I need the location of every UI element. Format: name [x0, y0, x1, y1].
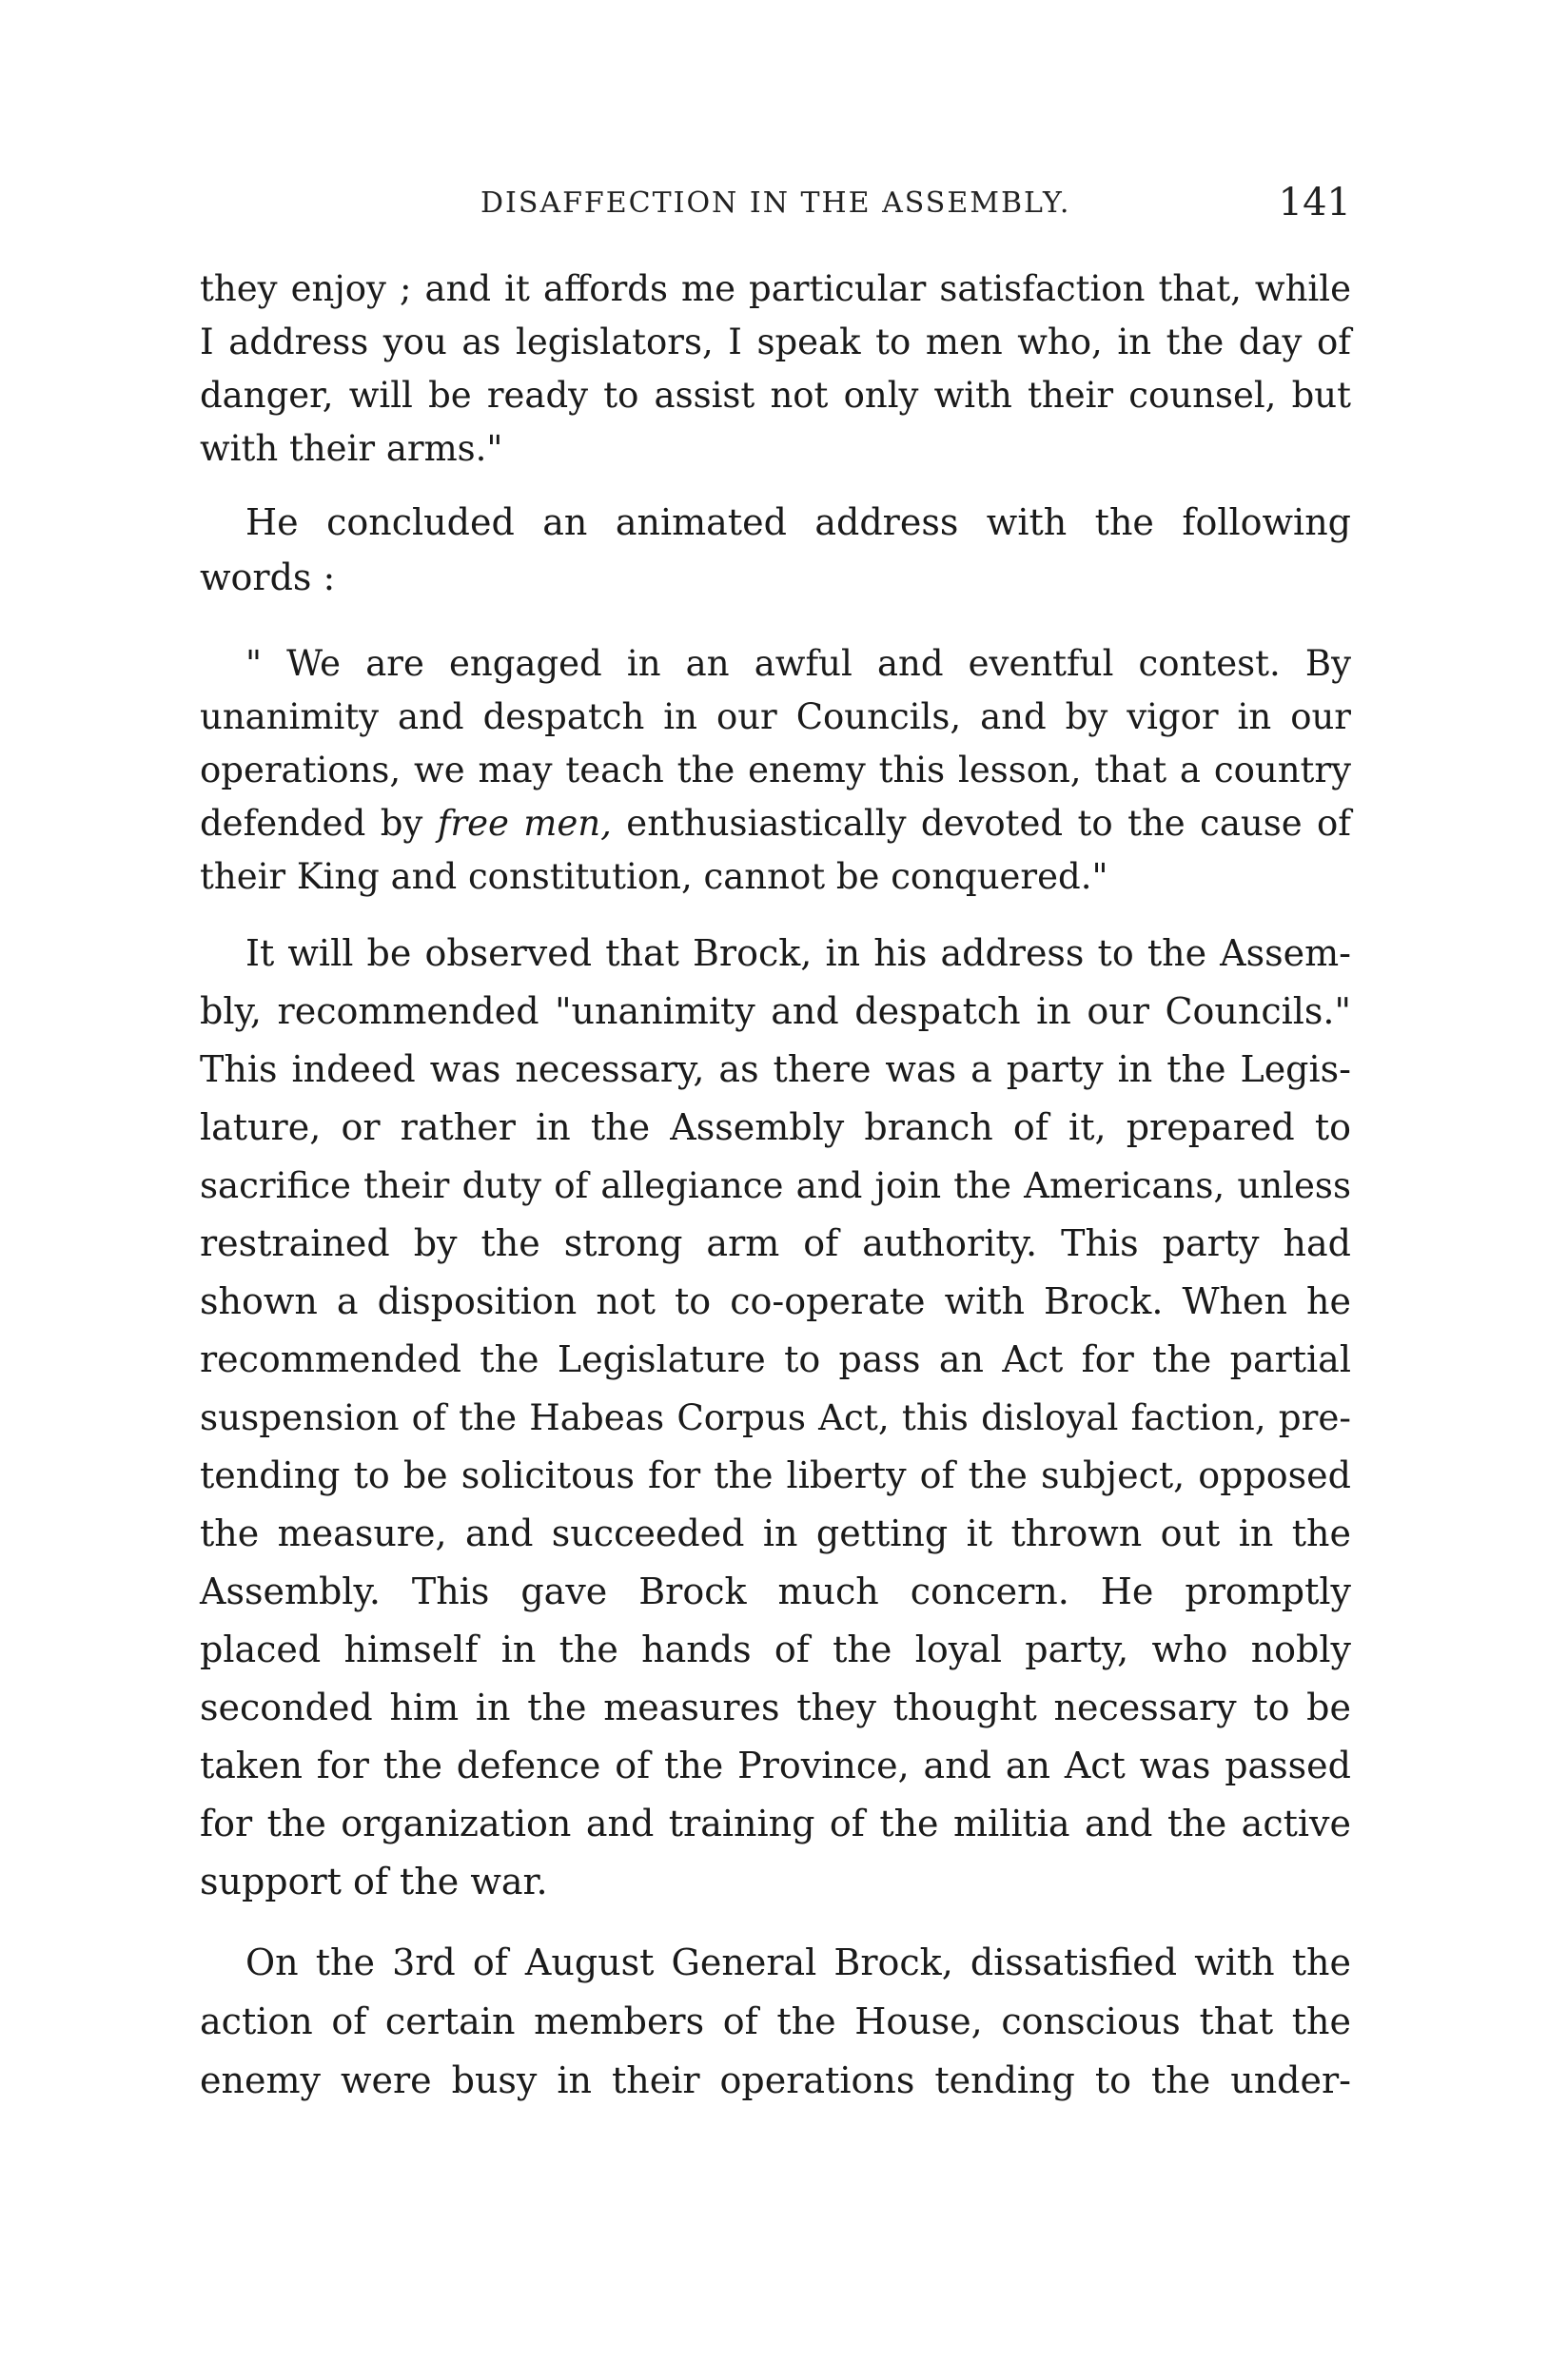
- text-line: bly, recommended "unanimity and despatch in our Councils.": [200, 990, 1351, 1032]
- text-line: support of the war.: [200, 1861, 548, 1902]
- page-number: 141: [1278, 181, 1351, 224]
- text-line: operations, we may teach the enemy this lesson, that a country: [200, 750, 1351, 790]
- text-line: He concluded an animated address with the following: [245, 501, 1351, 543]
- text-line: suspension of the Habeas Corpus Act, this disloyal faction, pre-: [200, 1396, 1351, 1438]
- paragraph-brock-assembly: [200, 925, 1351, 1911]
- text-line: shown a disposition not to co-operate with Brock. When he: [200, 1280, 1351, 1322]
- text-line: with their arms.": [200, 428, 503, 469]
- text-line: taken for the defence of the Province, and an Act was passed: [200, 1745, 1351, 1786]
- text-line: On the 3rd of August General Brock, dissatisfied with the: [245, 1941, 1351, 1983]
- text-line: tending to be solicitous for the liberty of the subject, opposed: [200, 1454, 1351, 1496]
- paragraph-quotation: [200, 637, 1351, 904]
- text-line: enemy were busy in their operations tending to the under-: [200, 2059, 1351, 2101]
- text-line: " We are engaged in an awful and eventful contest. By: [245, 643, 1351, 684]
- text-line: recommended the Legislature to pass an Act for the partial: [200, 1338, 1351, 1380]
- text-line: This indeed was necessary, as there was a party in the Legis-: [200, 1048, 1351, 1090]
- italic-phrase: free men,: [437, 803, 612, 844]
- text-line: lature, or rather in the Assembly branch of it, prepared to: [200, 1106, 1351, 1148]
- text-line-with-italic: [200, 797, 1351, 850]
- text-line: placed himself in the hands of the loyal party, who nobly: [200, 1629, 1351, 1670]
- text-line: for the organization and training of the militia and the active: [200, 1803, 1351, 1844]
- text-line: words :: [200, 556, 336, 598]
- text-line: Assembly. This gave Brock much concern. He promptly: [200, 1570, 1351, 1612]
- text-line: restrained by the strong arm of authority. This party had: [200, 1222, 1351, 1264]
- paragraph-concluded-address: [200, 495, 1351, 605]
- text-line: the measure, and succeeded in getting it thrown out in the: [200, 1512, 1351, 1554]
- running-title: DISAFFECTION IN THE ASSEMBLY.: [480, 186, 1071, 220]
- text-line: I address you as legislators, I speak to men who, in the day of: [200, 322, 1351, 362]
- running-head: [200, 181, 1351, 238]
- text-line: their King and constitution, cannot be conquered.": [200, 856, 1108, 897]
- text-line: seconded him in the measures they thought necessary to be: [200, 1687, 1351, 1728]
- text-run: defended by: [200, 803, 438, 844]
- text-line: they enjoy ; and it affords me particular satisfaction that, while: [200, 268, 1351, 309]
- text-line: danger, will be ready to assist not only with their counsel, but: [200, 375, 1351, 416]
- text-line: sacrifice their duty of allegiance and join the Americans, unless: [200, 1165, 1351, 1206]
- text-run: enthusiastically devoted to the cause of: [611, 803, 1351, 844]
- paragraph-third-of-august: [200, 1933, 1351, 2110]
- paragraph-quote-continuation: [200, 263, 1351, 476]
- text-line: action of certain members of the House, conscious that the: [200, 2000, 1351, 2042]
- text-line: unanimity and despatch in our Councils, and by vigor in our: [200, 696, 1351, 737]
- text-line: It will be observed that Brock, in his address to the Assem-: [245, 932, 1351, 974]
